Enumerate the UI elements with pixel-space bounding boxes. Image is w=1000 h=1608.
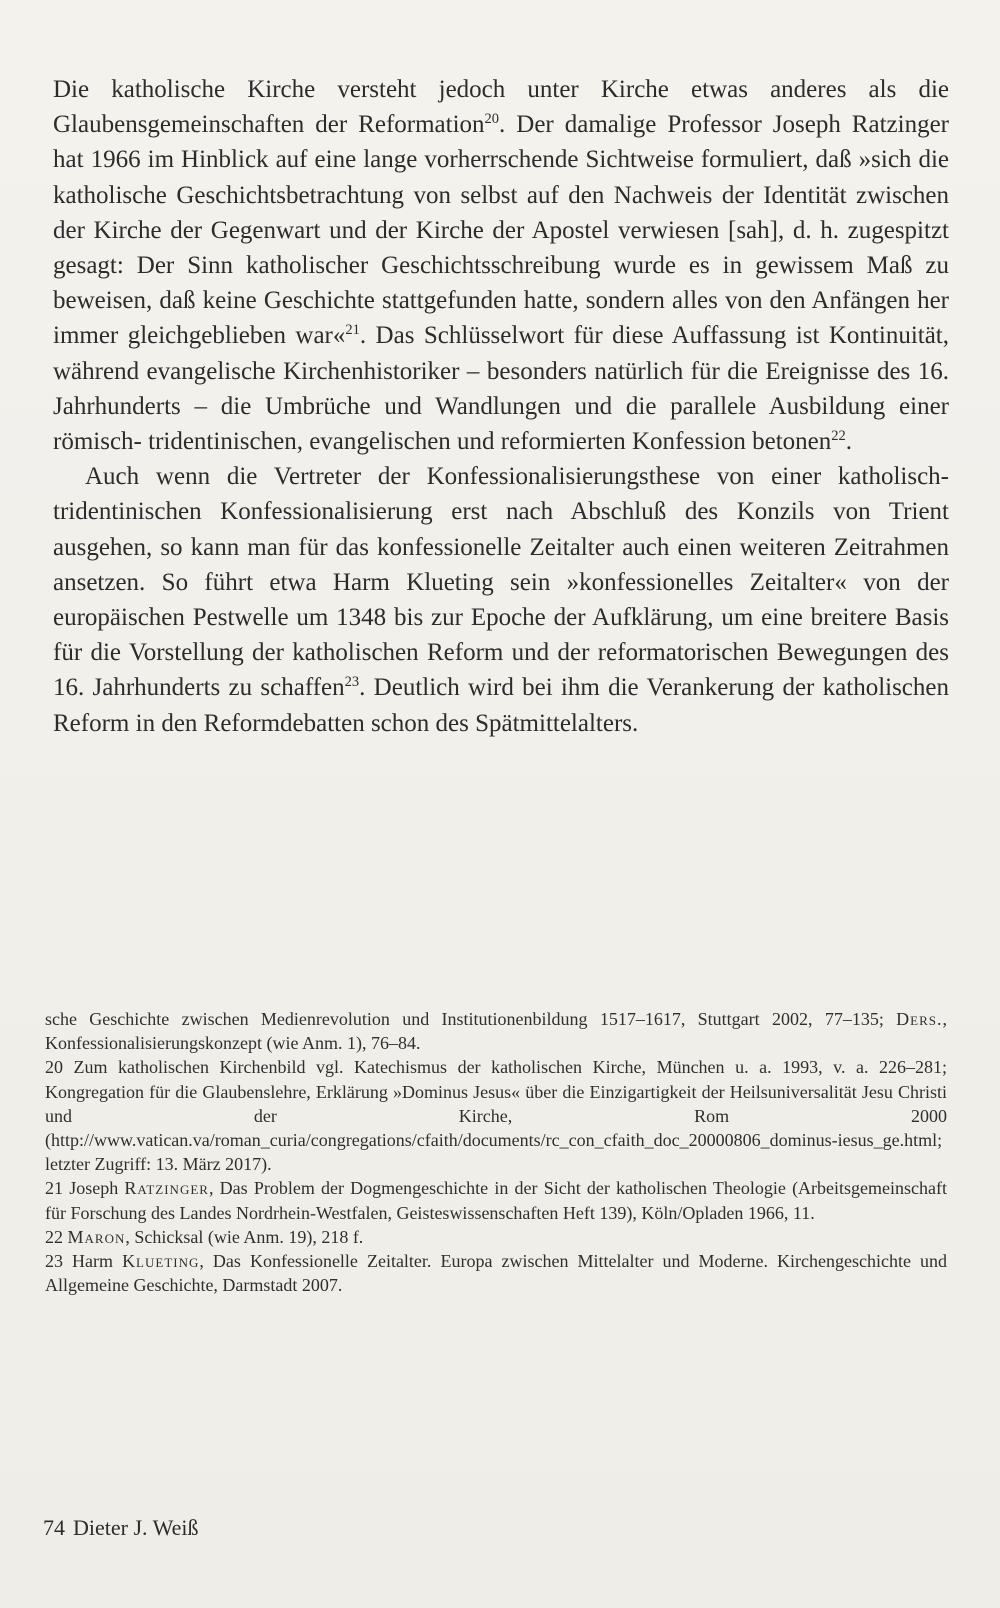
footnote-23-author: Klueting — [122, 1251, 200, 1272]
footnote-23 — [45, 1249, 947, 1297]
paragraph-1-text: Die katholische Kirche versteht jedoch unter Kirche etwas anderes als die Glaubensgemeinschaften der Reformation — [53, 76, 949, 139]
paragraph-2-text-b: . Deutlich wird bei ihm die Verankerung der katholischen Reform in den Reformdebatten schon des Spätmittelalters. — [53, 674, 950, 737]
footnote-22-text-b: , Schicksal (wie Anm. 19), 218 f. — [125, 1226, 364, 1247]
footnotes — [45, 1007, 947, 1297]
footnote-23-text: 23 Harm — [45, 1251, 123, 1272]
footnote-22-author: Maron — [67, 1226, 126, 1247]
footnote-ref-21[interactable]: 21 — [345, 322, 360, 339]
page-footer — [43, 1515, 207, 1541]
footnote-ref-20[interactable]: 20 — [484, 111, 500, 128]
footnote-continued-text-b: , Konfessionalisierungskonzept (wie Anm. 1), 76–84. — [45, 1009, 947, 1054]
footnote-20: 20 Zum katholischen Kirchenbild vgl. Katechismus der katholischen Kirche, München u. a. 1993, v. a. 226–281; Kongregation für die Glaubenslehre, Erklärung »Dominus Jesus« über die Einzigartigkeit der Heilsuniversalität Jesu Christi und der Kirche, Rom 2000 (http://www.vatican.va/roman_curia/congregations/cfaith/documents/rc_con_cfaith_doc_20000806_dominus-iesus_ge.html; letzter Zugriff: 13. März 2017). — [45, 1057, 947, 1175]
paragraph-1 — [53, 72, 949, 459]
paragraph-1-text-d: . — [845, 428, 852, 456]
page-number: 74 — [43, 1515, 65, 1540]
footnote-21-text-b: , Das Problem der Dogmengeschichte in der Sicht der katholischen Theologie (Arbeitsgemeinschaft für Forschung des Landes Nordrhein-Westfalen, Geisteswissenschaften Heft 139), Köln/Opladen 1966, 11. — [45, 1178, 948, 1223]
footnote-21-text: 21 Joseph — [45, 1178, 125, 1199]
paragraph-2 — [53, 459, 949, 741]
footnote-ref-23[interactable]: 23 — [344, 674, 360, 691]
running-head-author: Dieter J. Weiß — [73, 1515, 199, 1540]
footnote-22 — [45, 1225, 947, 1249]
paragraph-1-text-b: . Der damalige Professor Joseph Ratzinger hat 1966 im Hinblick auf eine lange vorherrschende Sichtweise formuliert, daß »sich die katholische Geschichtsbetrachtung von selbst auf den Nachweis der Identität zwischen der Kirche der Gegenwart und der Kirche der Apostel verwiesen [sah], d. h. zugespitzt gesagt: Der Sinn katholischer Geschichtsschreibung wurde es in gewissem Maß zu beweisen, daß keine Geschichte stattgefunden hatte, sondern alles von den Anfängen her immer gleichgeblieben war« — [53, 111, 949, 350]
footnote-23-text-b: , Das Konfessionelle Zeitalter. Europa zwischen Mittelalter und Moderne. Kirchengeschichte und Allgemeine Geschichte, Darmstadt 2007. — [45, 1251, 948, 1296]
paragraph-1-text-c: . Das Schlüsselwort für diese Auffassung ist Kontinuität, während evangelische Kirchenhistoriker – besonders natürlich für die Ereignisse des 16. Jahrhunderts – die Umbrüche und Wandlungen und die parallele Ausbildung einer römisch- tridentinischen, evangelischen und reformierten Konfession betonen — [53, 322, 949, 456]
main-text — [53, 72, 949, 741]
footnote-21 — [45, 1176, 947, 1224]
footnote-author-smallcaps: Ders. — [896, 1009, 943, 1029]
footnote-continued-text: sche Geschichte zwischen Medienrevolution und Institutionenbildung 1517–1617, Stuttgart 2002, 77–135; — [45, 1009, 897, 1029]
footnote-ref-22[interactable]: 22 — [831, 428, 846, 445]
footnote-21-author: Ratzinger — [124, 1178, 209, 1199]
footnote-22-text: 22 — [45, 1226, 68, 1247]
footnote-continued — [45, 1007, 947, 1055]
paragraph-2-text: Auch wenn die Vertreter der Konfessionalisierungsthese von einer katholisch-tridentinischen Konfessionalisierung erst nach Abschluß des Konzils von Trient ausgehen, so kann man für das konfessionelle Zeitalter auch einen weiteren Zeitrahmen ansetzen. So führt etwa Harm Klueting sein »konfessionelles Zeitalter« von der europäischen Pestwelle um 1348 bis zur Epoche der Aufklärung, um eine breitere Basis für die Vorstellung der katholischen Reform und der reformatorischen Bewegungen des 16. Jahrhunderts zu schaffen — [53, 463, 949, 702]
